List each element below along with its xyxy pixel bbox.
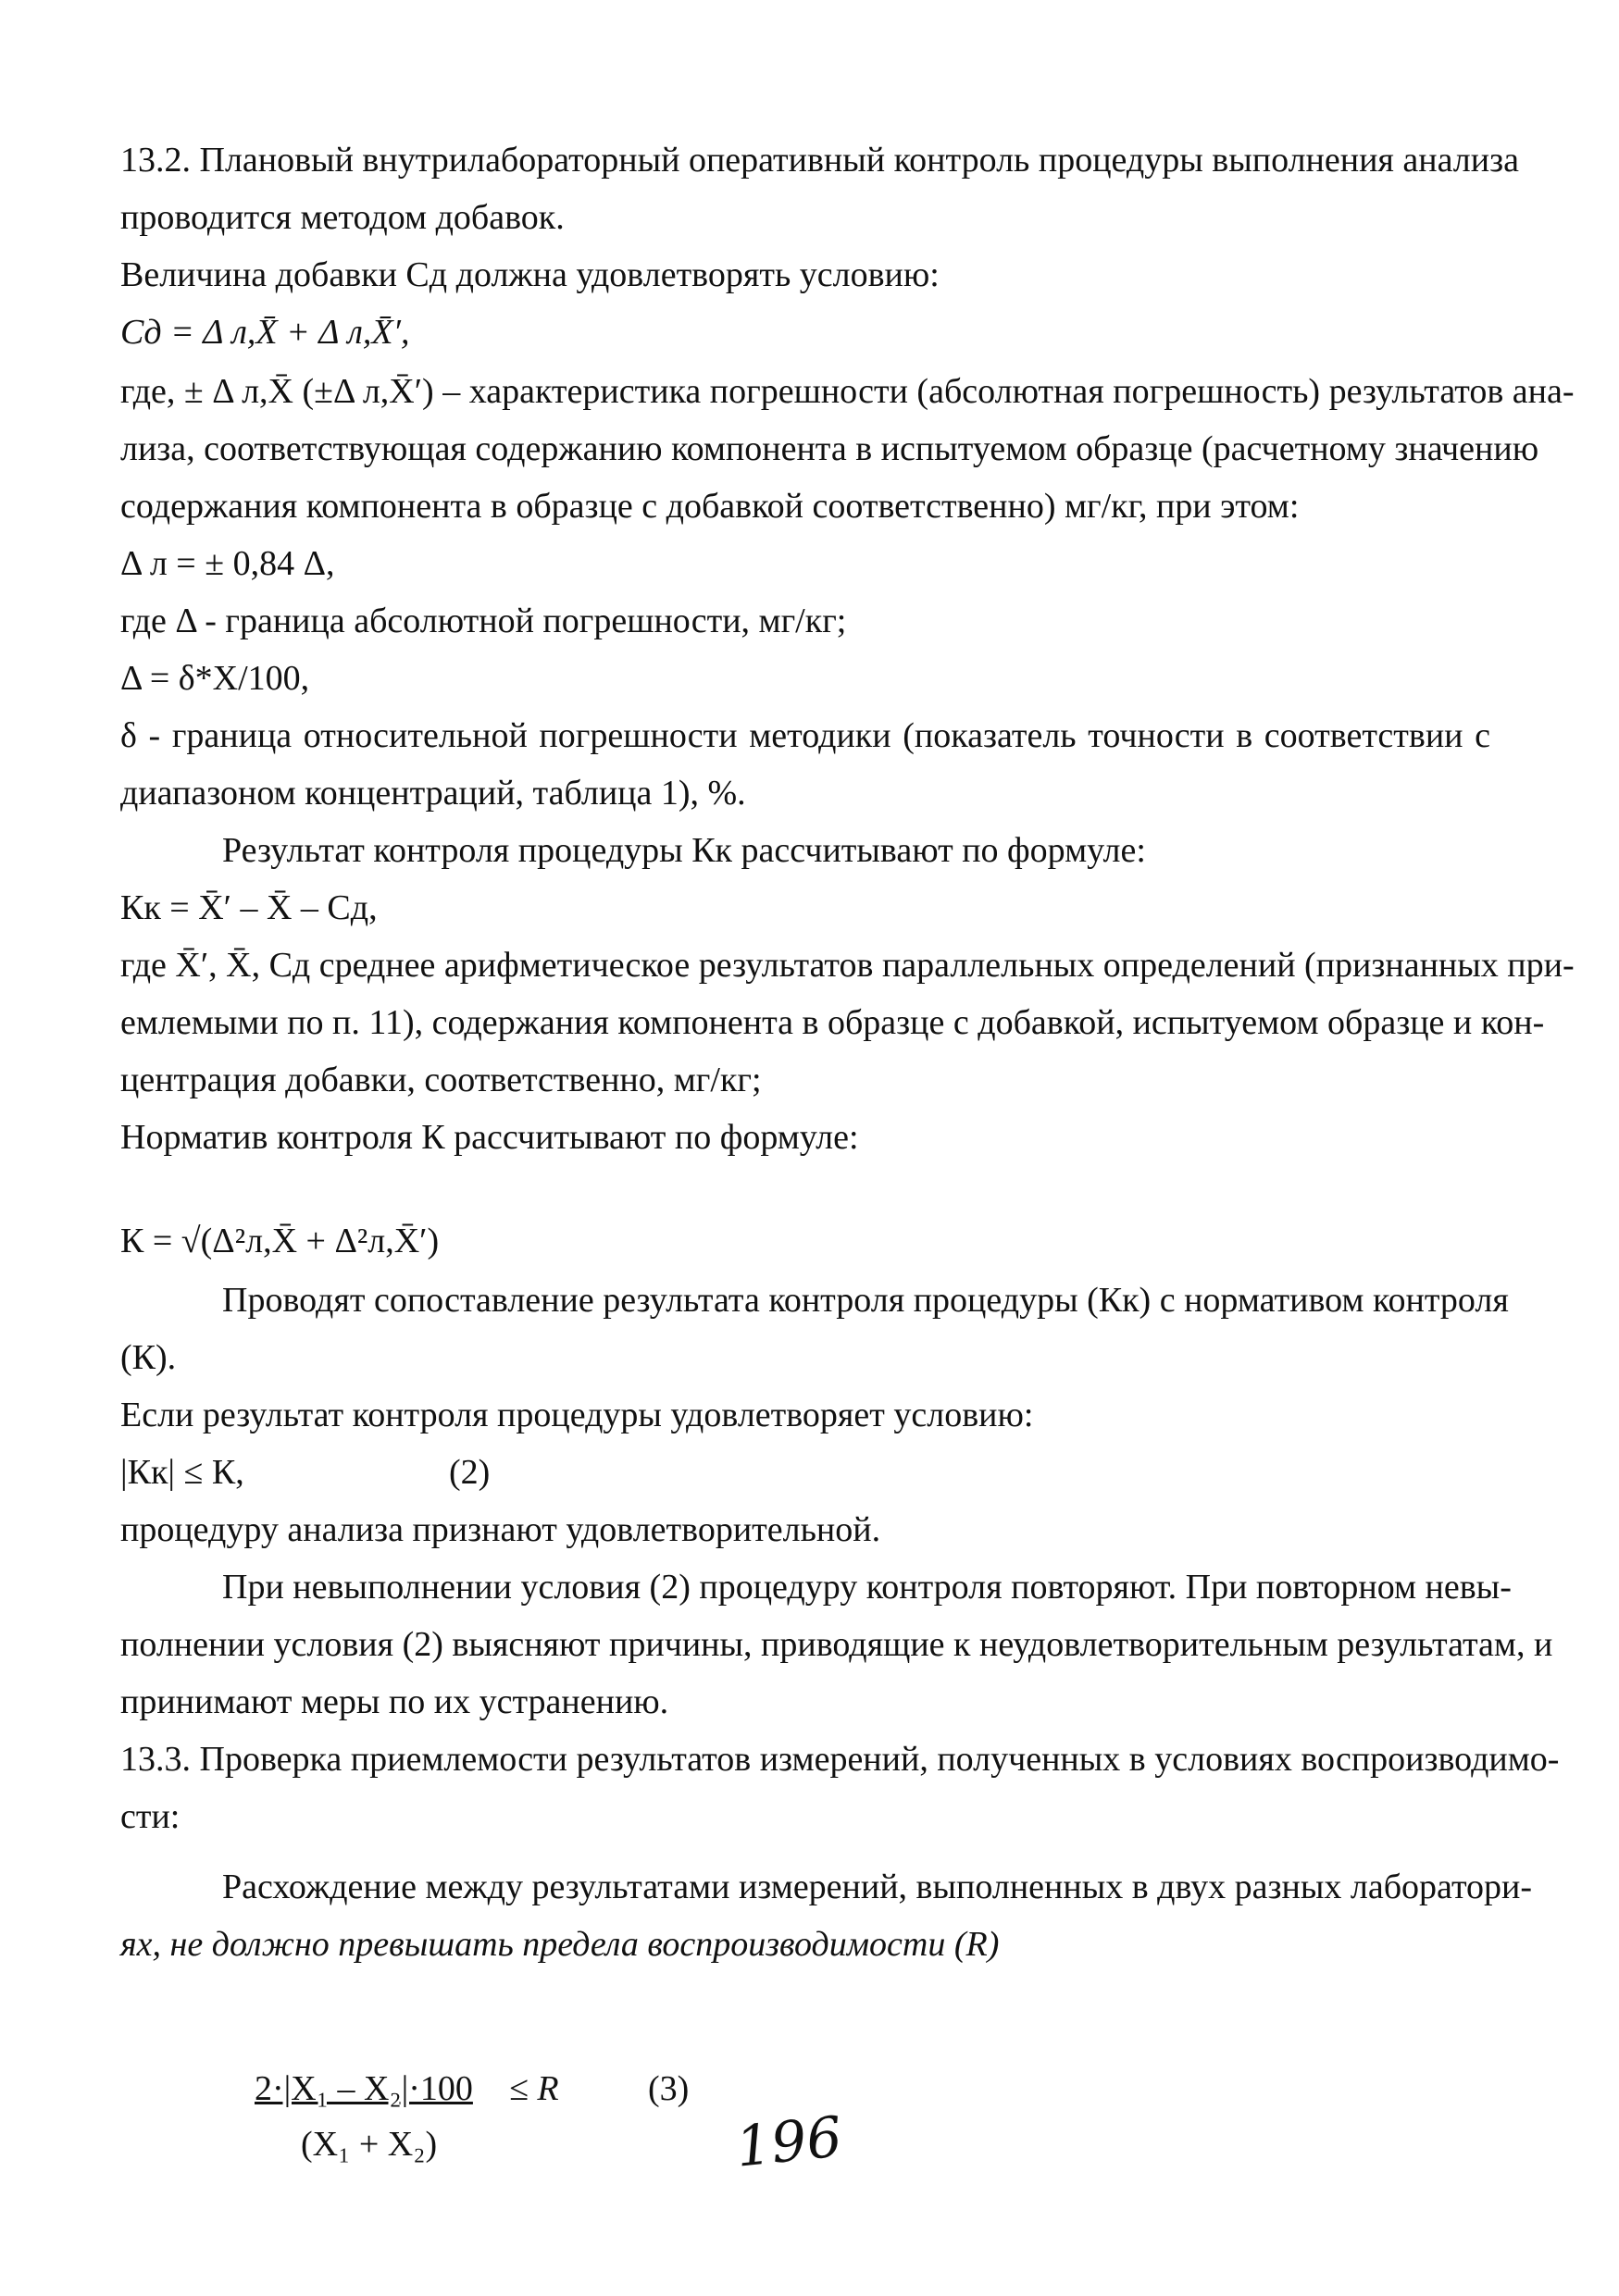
text-line: где, ± Δ л,X̄ (±Δ л,X̄′) – характеристика погрешности (абсолютная погрешность) результатов ана- [120,372,1575,411]
formula-condition-2: |Кк| ≤ К, [120,1453,244,1492]
formula-kk: Кк = X̄′ – X̄ – Cд, [120,888,378,927]
text-line: центрация добавки, соответственно, мг/кг; [120,1061,762,1099]
text-line: (К). [120,1338,177,1377]
text-line: процедуру анализа признают удовлетворительной. [120,1510,881,1549]
formula-delta: Δ = δ*X/100, [120,659,310,698]
formula-3-numerator: 2·|X₁ – X₂|·100 [255,2069,473,2108]
text-line: Результат контроля процедуры Кк рассчитывают по формуле: [222,831,1146,870]
formula-3-relation: ≤ R [509,2069,559,2108]
formula-delta-l: Δ л = ± 0,84 Δ, [120,544,335,583]
text-line: Если результат контроля процедуры удовлетворяет условию: [120,1396,1034,1434]
text-line: принимают меры по их устранению. [120,1682,669,1721]
text-line: δ - граница относительной погрешности методики (показатель точности в соответствии с [120,716,1490,755]
text-line: ях, не должно превышать предела воспроизводимости (R) [120,1925,1000,1964]
section-13-2-heading: 13.2. Плановый внутрилабораторный оперативный контроль процедуры выполнения анализа [120,141,1519,180]
text-line: сти: [120,1797,181,1836]
text-line: где X̄′, X̄, Cд среднее арифметическое результатов параллельных определений (признанных при- [120,946,1575,985]
text-line: где Δ - граница абсолютной погрешности, мг/кг; [120,602,847,640]
equation-number-2: (2) [449,1453,491,1492]
formula-cd: Cд = Δ л,X̄ + Δ л,X̄′, [120,313,410,352]
text-line: диапазоном концентраций, таблица 1), %. [120,774,746,813]
equation-number-3: (3) [648,2069,690,2108]
formula-3-denominator: (X₁ + X₂) [301,2125,438,2164]
text-line: Величина добавки Cд должна удовлетворять условию: [120,255,940,294]
text-line: лиза, соответствующая содержанию компонента в испытуемом образце (расчетному значению [120,429,1539,468]
text-line: Проводят сопоставление результата контроля процедуры (Кк) с нормативом контроля [222,1281,1509,1320]
text-line: полнении условия (2) выясняют причины, приводящие к неудовлетворительным результатам, и [120,1625,1553,1664]
text-line: При невыполнении условия (2) процедуру контроля повторяют. При повторном невы- [222,1568,1512,1607]
formula-k: К = √(Δ²л,X̄ + Δ²л,X̄′) [120,1222,440,1260]
text-line: проводится методом добавок. [120,198,565,237]
text-line: содержания компонента в образце с добавкой соответственно) мг/кг, при этом: [120,487,1300,526]
text-line: Норматив контроля К рассчитывают по формуле: [120,1118,859,1157]
text-line: Расхождение между результатами измерений, выполненных в двух разных лаборатори- [222,1868,1533,1906]
text-line: емлемыми по п. 11), содержания компонента в образце с добавкой, испытуемом образце и кон- [120,1003,1545,1042]
section-13-3-heading: 13.3. Проверка приемлемости результатов измерений, полученных в условиях воспроизводимо- [120,1740,1560,1779]
handwritten-page-number: 196 [732,2104,845,2180]
